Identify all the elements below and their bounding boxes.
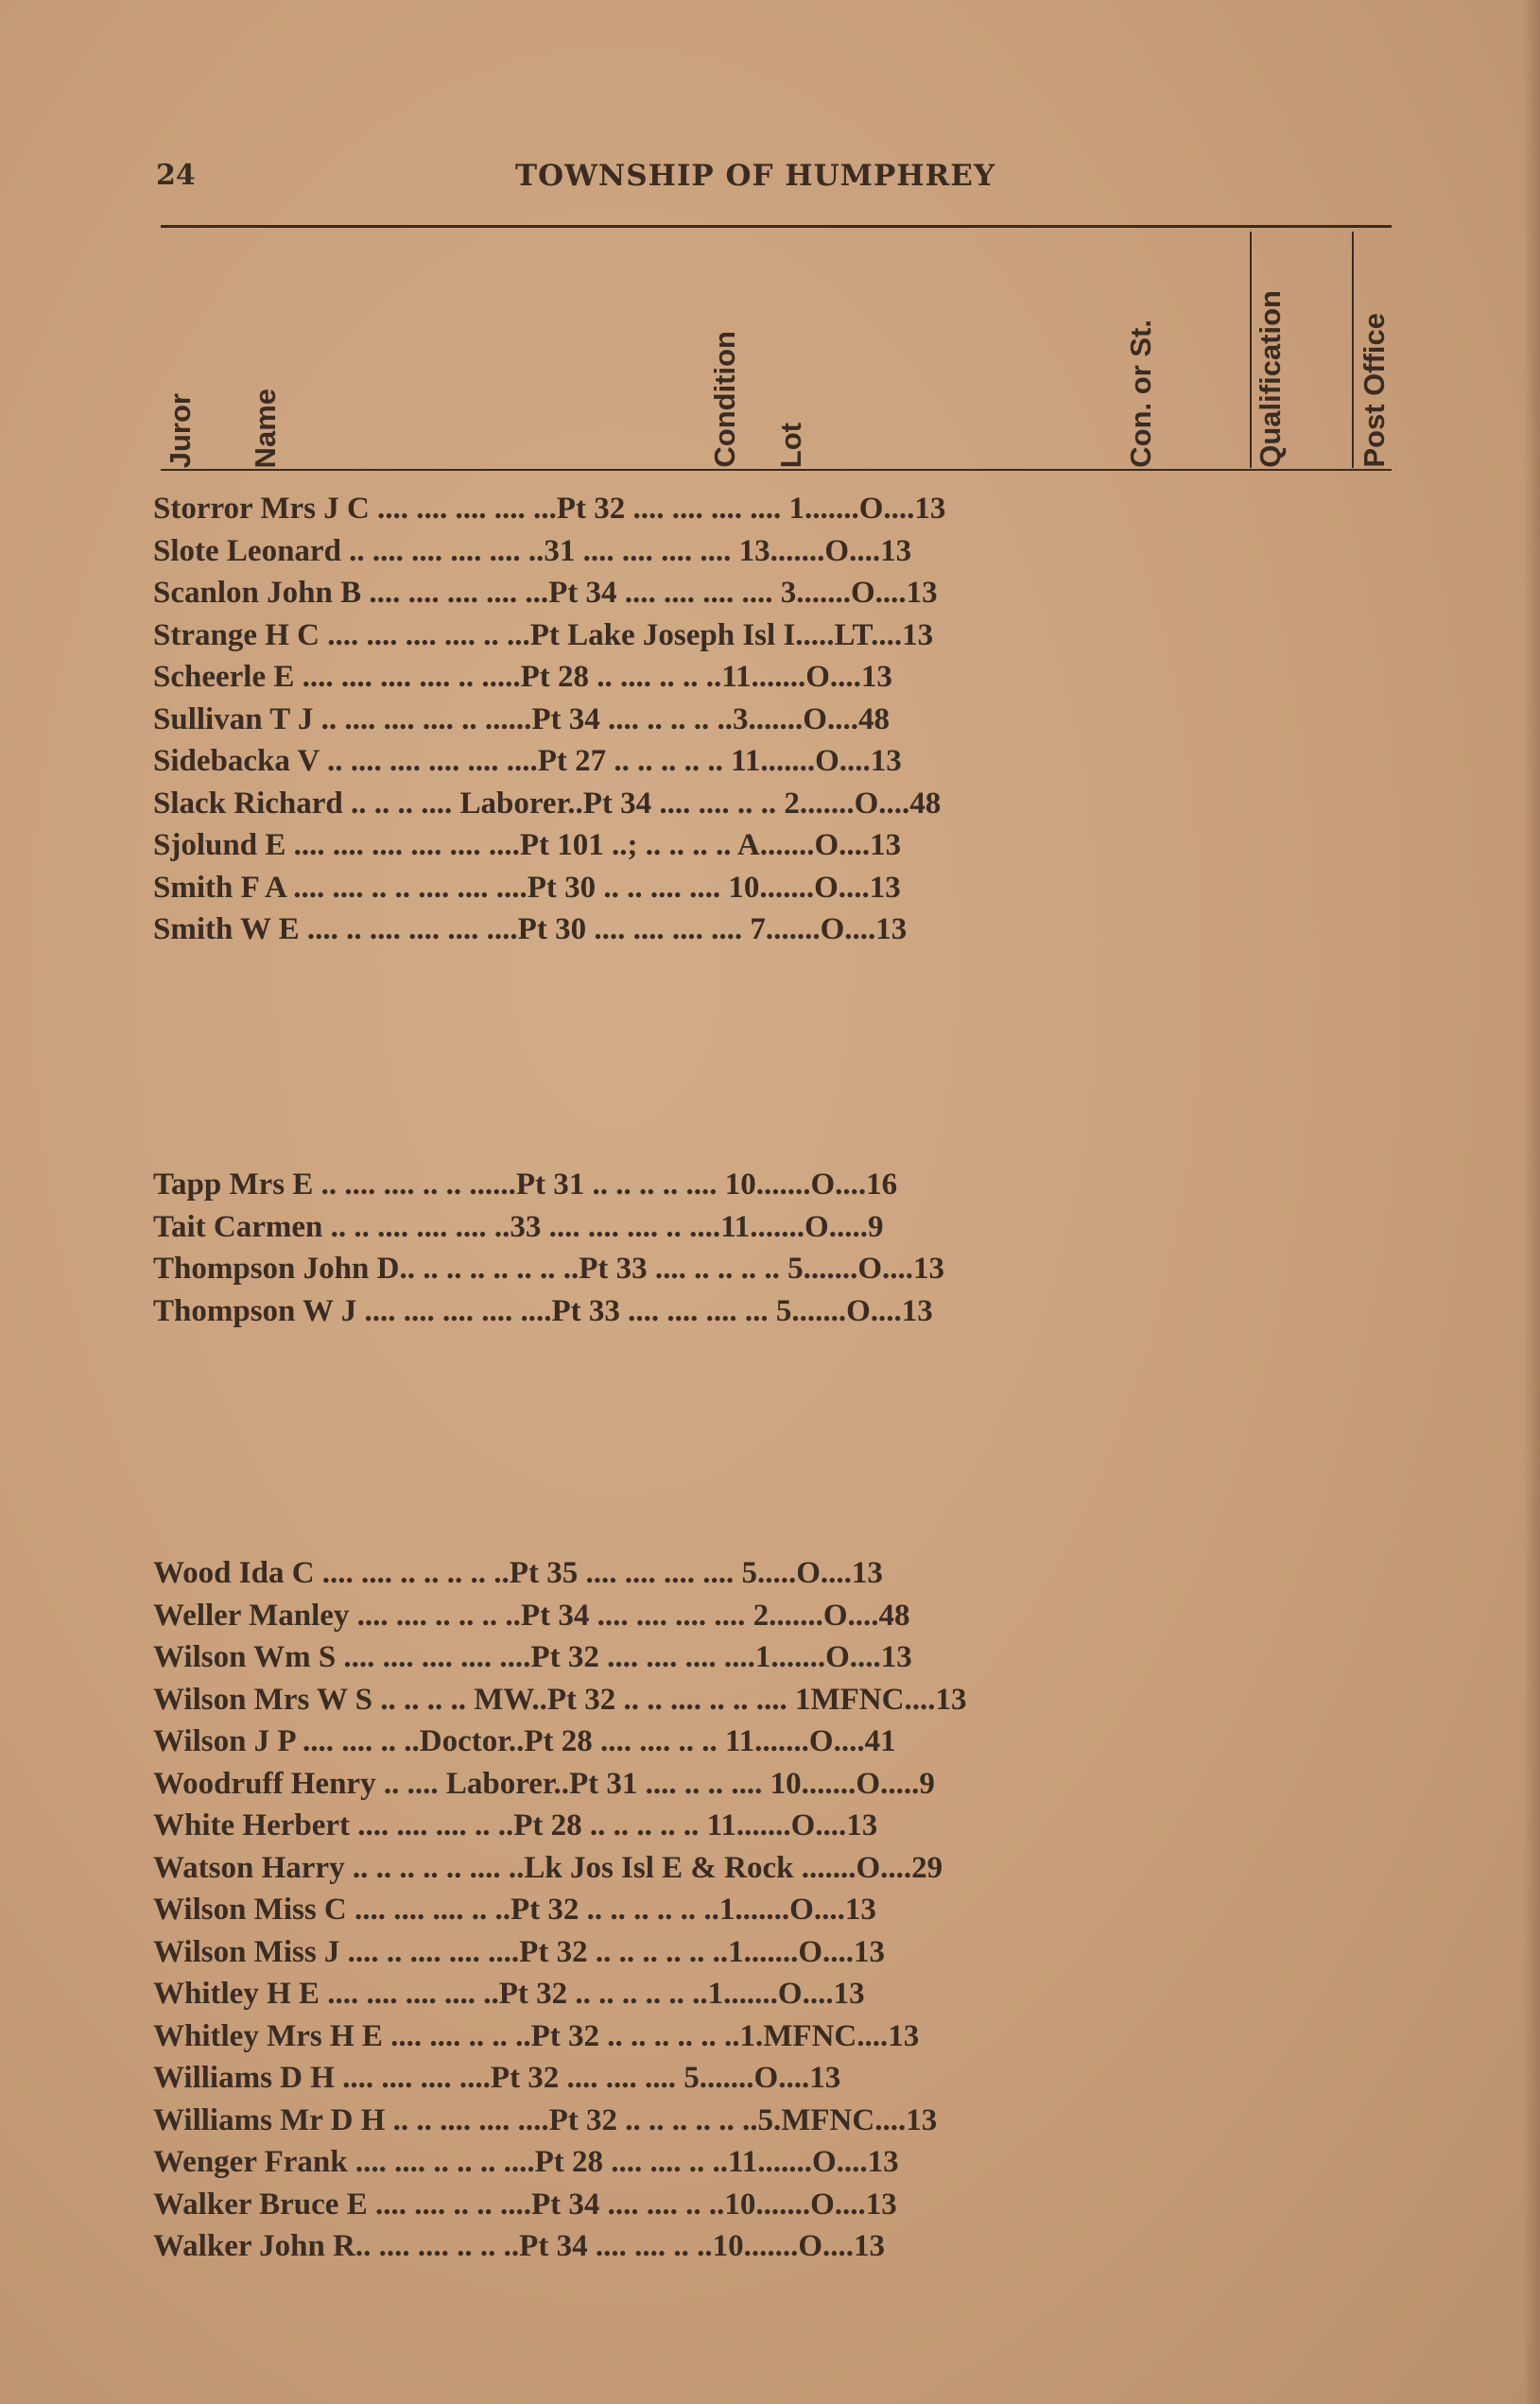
juror-row: Watson Harry .. .. .. .. .. .... ..Lk Jos Isl E & Rock .......O....29 bbox=[153, 1850, 943, 1885]
column-header-qualification: Qualification bbox=[1254, 290, 1287, 468]
page-title: TOWNSHIP OF HUMPHREY bbox=[515, 159, 996, 193]
juror-row: Weller Manley .... .... .. .. .. ..Pt 34 .... .... .... .... 2.......O....48 bbox=[153, 1598, 910, 1633]
column-divider bbox=[1250, 232, 1252, 468]
juror-row: Walker Bruce E .... .... .. .. ....Pt 34 .... .... .. ..10.......O....13 bbox=[153, 2187, 897, 2222]
section-t-list bbox=[153, 1164, 1401, 1332]
juror-row: Scheerle E .... .... .... .... .. .....Pt 28 .. .... .. .. ..11.......O....13 bbox=[153, 660, 892, 694]
section-s-list bbox=[153, 488, 1401, 951]
juror-row: Wood Ida C .... .... .. .. .. .. ..Pt 35 .... .... .... .... 5.....O....13 bbox=[153, 1556, 883, 1590]
juror-row: Sullivan T J .. .... .... .... .. ......Pt 34 .... .. .. .. ..3.......O....48 bbox=[153, 701, 890, 736]
juror-row: Wilson J P .... .... .. ..Doctor..Pt 28 .... .... .. .. 11.......O....41 bbox=[153, 1724, 896, 1758]
column-headers bbox=[0, 232, 1540, 468]
column-header-name: Name bbox=[249, 388, 282, 468]
juror-row: Thompson W J .... .... .... .... ....Pt 33 .... .... .... ... 5.......O....13 bbox=[153, 1293, 933, 1328]
juror-row: Wilson Miss J .... .. .... .... ....Pt 32 .. .. .. .. .. ..1.......O....13 bbox=[153, 1934, 886, 1969]
juror-row: Slack Richard .. .. .. .... Laborer..Pt 34 .... .... .. .. 2.......O....48 bbox=[153, 786, 942, 821]
juror-row: Williams Mr D H .. .. .... .... ....Pt 32 .. .. .. .. .. ..5.MFNC....13 bbox=[153, 2102, 938, 2137]
juror-row: Slote Leonard .. .... .... .... .... ..31 .... .... .... .... 13.......O....13 bbox=[153, 533, 912, 568]
juror-row: Woodruff Henry .. .... Laborer..Pt 31 .... .. .. .... 10.......O.....9 bbox=[153, 1766, 935, 1801]
juror-row: Tapp Mrs E .. .... .... .. .. ......Pt 31 .. .. .. .. .... 10.......O....16 bbox=[153, 1167, 898, 1202]
column-header-con-or-st: Con. or St. bbox=[1124, 320, 1157, 468]
section-w-list bbox=[153, 1552, 1401, 2268]
juror-row: Smith F A .... .... .. .. .... .... ....Pt 30 .. .. .... .... 10.......O....13 bbox=[153, 870, 901, 905]
juror-row: Tait Carmen .. .. .... .... .... ..33 .... .... .... .. ....11.......O.....9 bbox=[153, 1209, 884, 1244]
juror-row: Wenger Frank .... .... .. .. .. ....Pt 28 .... .... .. ..11.......O....13 bbox=[153, 2145, 899, 2179]
juror-row: White Herbert .... .... .... .. ..Pt 28 .. .. .. .. .. 11.......O....13 bbox=[153, 1808, 878, 1842]
header-rule bbox=[161, 225, 1392, 228]
juror-row: Walker John R.. .... .... .. .. ..Pt 34 .... .... .. ..10.......O....13 bbox=[153, 2229, 886, 2263]
column-header-condition: Condition bbox=[708, 331, 741, 468]
juror-row: Scanlon John B .... .... .... .... ...Pt 34 .... .... .... .... 3.......O....13 bbox=[153, 576, 938, 610]
juror-row: Whitley Mrs H E .... .... .. .. ..Pt 32 .. .. .. .. .. ..1.MFNC....13 bbox=[153, 2018, 920, 2053]
column-header-lot: Lot bbox=[774, 422, 807, 468]
juror-row: Thompson John D.. .. .. .. .. .. .. ..Pt 33 .... .. .. .. .. 5.......O....13 bbox=[153, 1252, 945, 1286]
column-header-juror: Juror bbox=[164, 392, 197, 468]
column-header-rule bbox=[161, 469, 1392, 471]
juror-row: Wilson Mrs W S .. .. .. .. MW..Pt 32 .. .. .... .. .. .... 1MFNC....13 bbox=[153, 1682, 967, 1717]
juror-row: Williams D H .... .... .... ....Pt 32 .... .... .... 5.......O....13 bbox=[153, 2061, 841, 2095]
page-header bbox=[0, 159, 1540, 200]
juror-row: Smith W E .... .. .... .... .... ....Pt 30 .... .... .... .... 7.......O....13 bbox=[153, 912, 908, 946]
juror-row: Storror Mrs J C .... .... .... .... ...Pt 32 .... .... .... .... 1.......O....13 bbox=[153, 492, 946, 526]
juror-row: Whitley H E .... .... .... .... ..Pt 32 .. .. .. .. .. ..1.......O....13 bbox=[153, 1977, 865, 2011]
column-divider bbox=[1352, 232, 1354, 468]
juror-row: Strange H C .... .... .... .... .. ...Pt Lake Joseph Isl I.....LT....13 bbox=[153, 617, 934, 652]
juror-row: Sjolund E .... .... .... .... .... ....Pt 101 ..; .. .. .. .. A.......O....13 bbox=[153, 828, 902, 862]
juror-row: Sidebacka V .. .... .... .... .... ....Pt 27 .. .. .. .. .. 11.......O....13 bbox=[153, 744, 902, 778]
page-number: 24 bbox=[156, 159, 196, 192]
juror-row: Wilson Wm S .... .... .... .... ....Pt 32 .... .... .... ....1.......O....13 bbox=[153, 1640, 912, 1674]
juror-row: Wilson Miss C .... .... .... .. ..Pt 32 .. .. .. .. .. ..1.......O....13 bbox=[153, 1893, 876, 1927]
column-header-post-office: Post Office bbox=[1358, 313, 1391, 468]
